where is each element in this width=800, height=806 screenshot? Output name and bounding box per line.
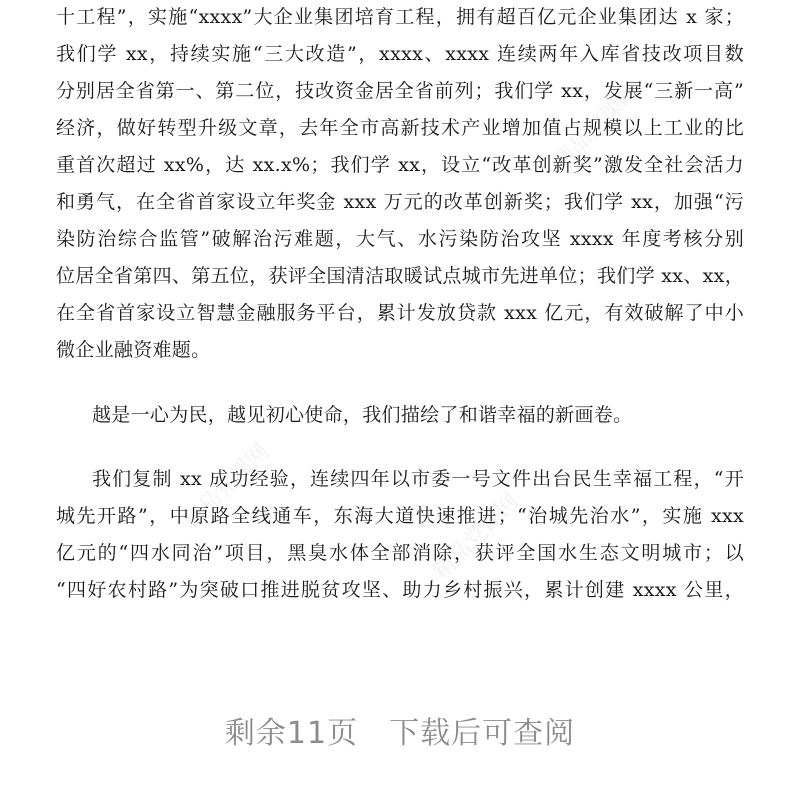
- text-line: 微企业融资难题。: [56, 339, 211, 361]
- text-line: 位居全省第四、第五位，获评全国清洁取暖试点城市先进单位；我们学 xx、xx，: [56, 265, 744, 287]
- text-line: 重首次超过 xx%，达 xx.x%；我们学 xx，设立“改革创新奖”激发全社会活力: [56, 154, 744, 176]
- watermark: 精品党课网: [178, 439, 275, 535]
- text-line: 和勇气，在全省首家设立年奖金 xxx 万元的改革创新奖；我们学 xx，加强“污: [56, 191, 744, 213]
- text-line: 亿元的“四水同治”项目，黑臭水体全部消除，获评全国水生态文明城市；以: [56, 542, 744, 564]
- text-line: 城先开路”，中原路全线通车，东海大道快速推进；“治城先治水”，实施 xxx: [56, 505, 744, 527]
- text-line: 分别居全省第一、第二位，技改资金居全省前列；我们学 xx，发展“三新一高”: [56, 80, 744, 102]
- paragraph: 越是一心为民，越见初心使命，我们描绘了和谐幸福的新画卷。: [92, 404, 633, 426]
- text-line: 经济，做好转型升级文章，去年全市高新技术产业增加值占规模以上工业的比: [56, 117, 744, 139]
- text-line: 十工程”，实施“xxxx”大企业集团培育工程，拥有超百亿元企业集团达 x 家；: [56, 6, 744, 28]
- text-line: 我们学 xx，持续实施“三大改造”，xxxx、xxxx 连续两年入库省技改项目数: [56, 43, 744, 65]
- text-line: “四好农村路”为突破口推进脱贫攻坚、助力乡村振兴，累计创建 xxxx 公里，: [56, 579, 744, 601]
- remaining-pages-note: 剩余11页 下载后可查阅: [224, 716, 576, 751]
- text-line: 在全省首家设立智慧金融服务平台，累计发放贷款 xxx 亿元，有效破解了中小: [56, 302, 744, 324]
- text-line: 我们复制 xx 成功经验，连续四年以市委一号文件出台民生幸福工程，“开: [92, 468, 744, 490]
- watermark: 精品党课网: [548, 79, 645, 175]
- text-line: 染防治综合监管”破解治污难题，大气、水污染防治攻坚 xxxx 年度考核分别: [56, 228, 744, 250]
- watermark: 精品党课网: [428, 489, 525, 585]
